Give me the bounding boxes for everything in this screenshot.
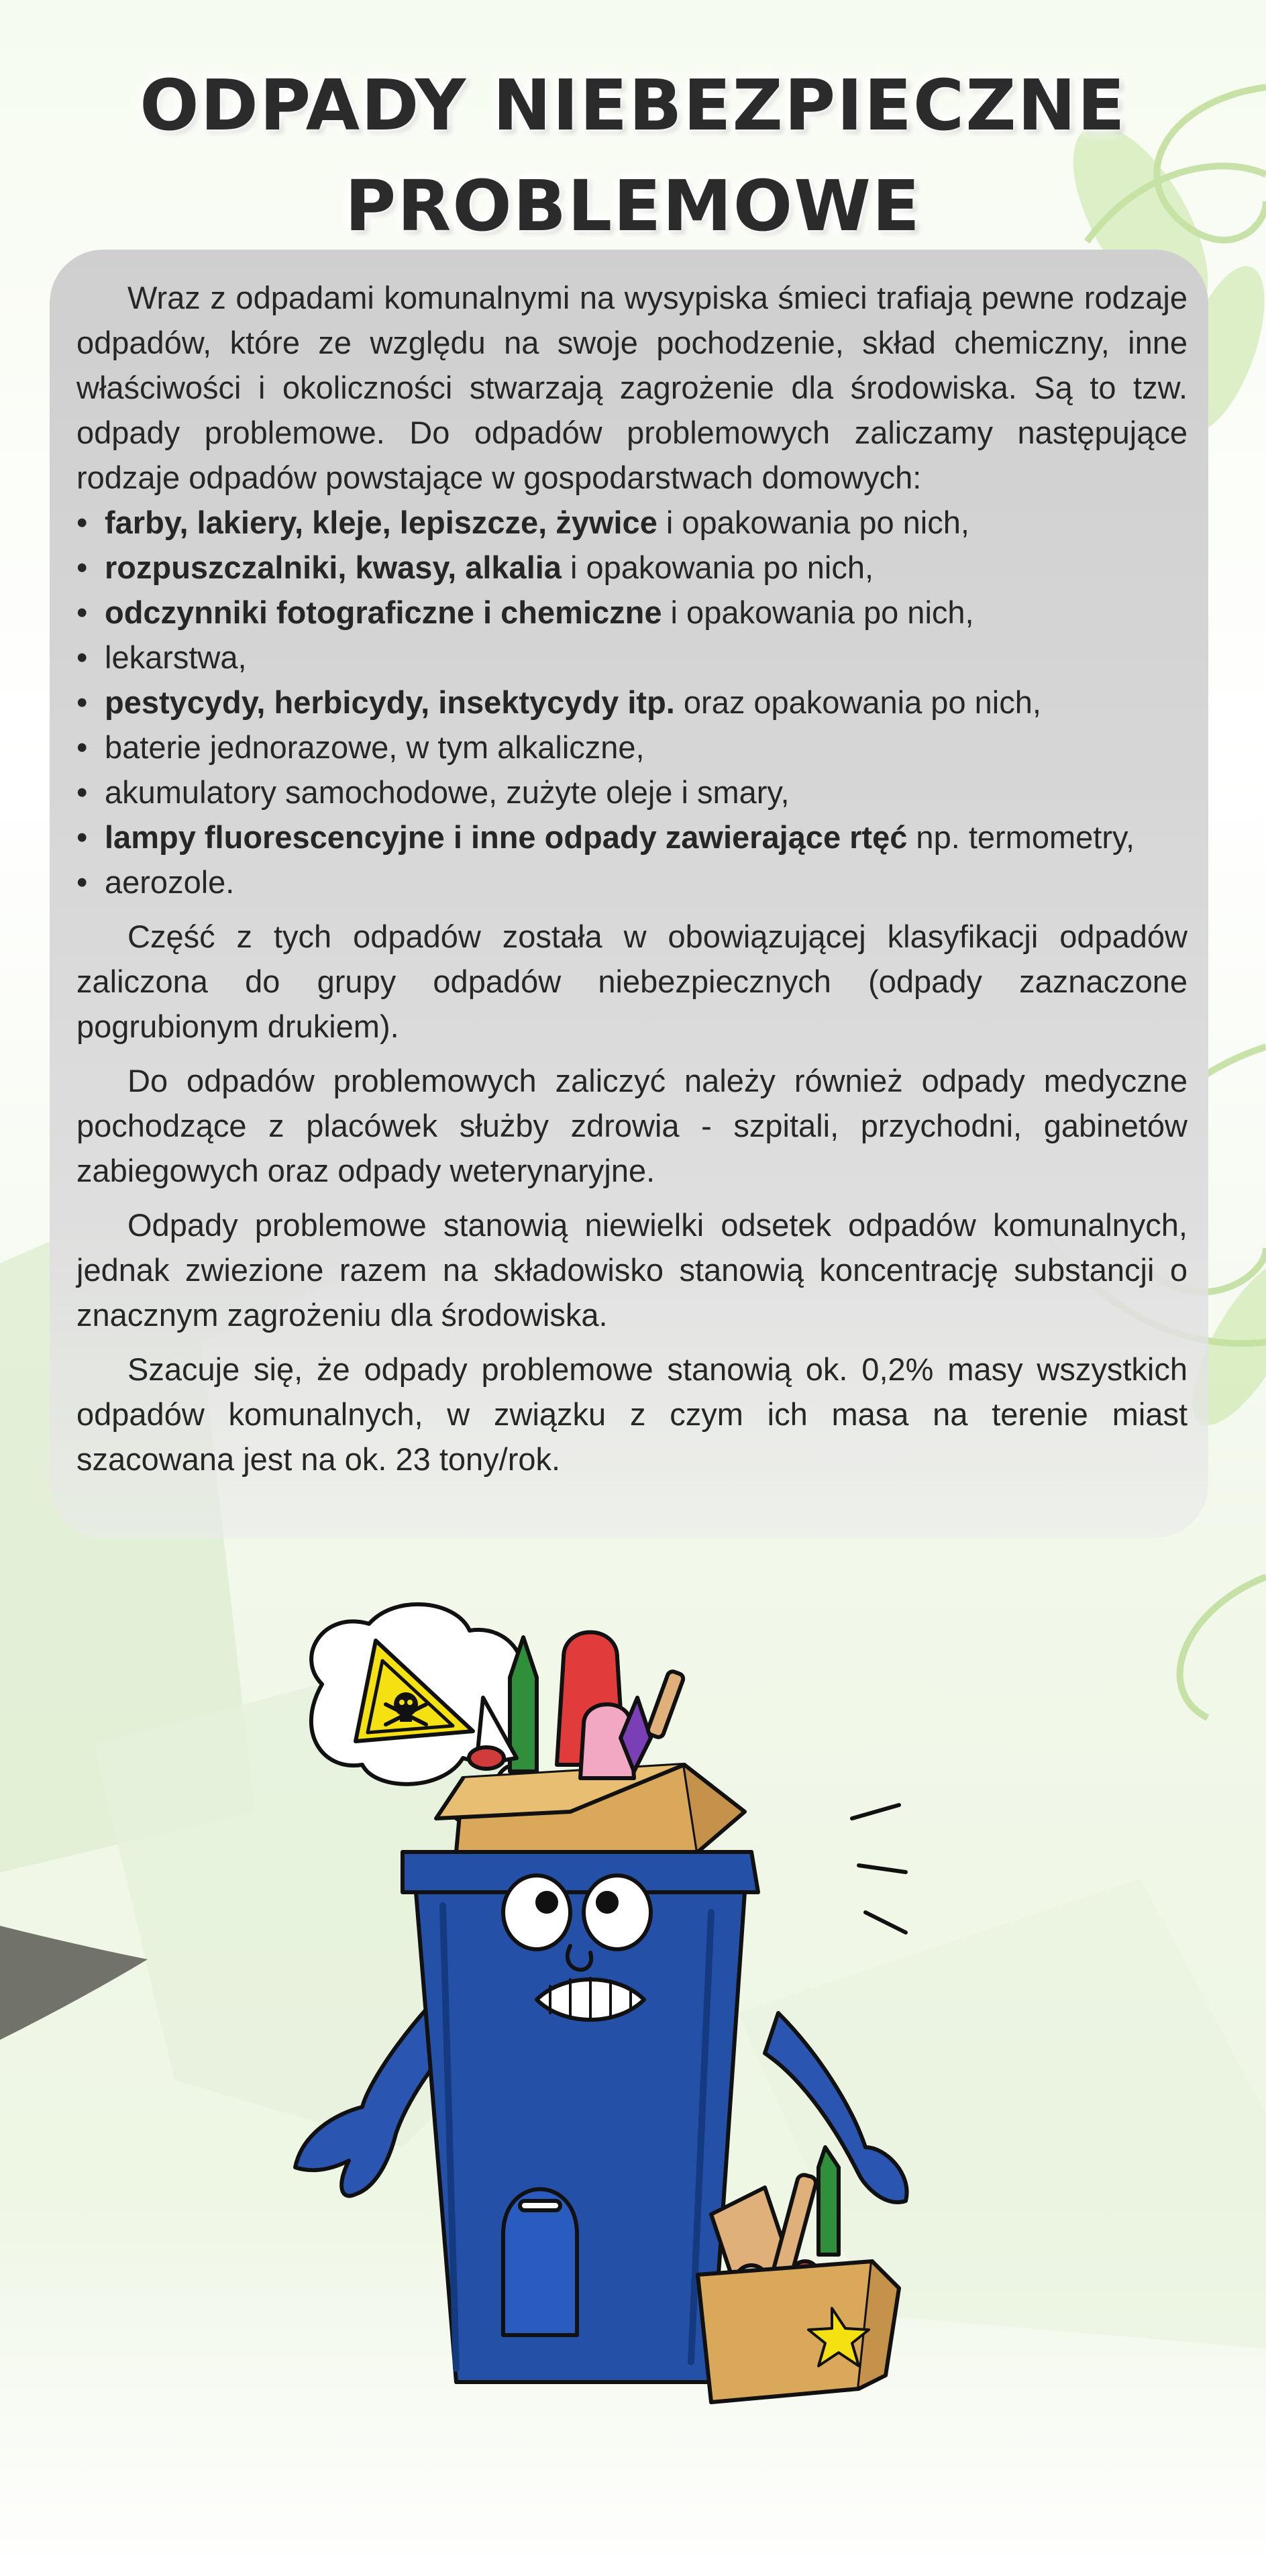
title-line-2: PROBLEMOWE	[345, 165, 921, 247]
list-item: • aerozole.	[76, 860, 1188, 905]
list-item: • akumulatory samochodowe, zużyte oleje i smary,	[76, 770, 1188, 815]
list-item: • farby, lakiery, kleje, lepiszcze, żywice i opakowania po nich,	[76, 500, 1188, 545]
body-paragraph: Odpady problemowe stanowią niewielki odsetek odpadów komunalnych, jednak zwiezione razem na składowisko stanowią koncentrację substancji o znacznym zagrożeniu dla środowiska.	[76, 1207, 1188, 1333]
list-item: • lekarstwa,	[76, 635, 1188, 680]
list-item: • lampy fluorescencyjne i inne odpady zawierające rtęć np. termometry,	[76, 815, 1188, 860]
intro-paragraph: Wraz z odpadami komunalnymi na wysypiska śmieci trafiają pewne rodzaje odpadów, które ze względu na swoje pochodzenie, skład chemiczny, inne właściwości i okoliczności stwarzają zagrożenie dla środowiska. Są to tzw. odpady problemowe. Do odpadów problemowych zaliczamy następujące rodzaje odpadów powstające w gospodarstwach domowych:	[76, 280, 1188, 495]
list-item: • odczynniki fotograficzne i chemiczne i opakowania po nich,	[76, 590, 1188, 635]
body-paragraph: Do odpadów problemowych zaliczyć należy również odpady medyczne pochodzące z placówek służby zdrowia - szpitali, przychodni, gabinetów zabiegowych oraz odpady weterynaryjne.	[76, 1063, 1188, 1188]
scared-waste-bin-illustration	[282, 1597, 1060, 2429]
article-body	[76, 275, 1188, 1491]
list-item: • pestycydy, herbicydy, insektycydy itp. oraz opakowania po nich,	[76, 680, 1188, 725]
title-line-1: ODPADY NIEBEZPIECZNE	[140, 64, 1126, 146]
body-paragraph: Szacuje się, że odpady problemowe stanowią ok. 0,2% masy wszystkich odpadów komunalnych, w związku z czym ich masa na terenie miast szacowana jest na ok. 23 tony/rok.	[76, 1351, 1188, 1477]
waste-list	[76, 500, 1188, 905]
shadow-smudge	[0, 1926, 148, 2040]
list-item: • baterie jednorazowe, w tym alkaliczne,	[76, 725, 1188, 770]
list-item: • rozpuszczalniki, kwasy, alkalia i opakowania po nich,	[76, 545, 1188, 590]
body-paragraph: Część z tych odpadów została w obowiązującej klasyfikacji odpadów zaliczona do grupy odpadów niebezpiecznych (odpady zaznaczone pogrubionym drukiem).	[76, 919, 1188, 1044]
page-title	[0, 55, 1266, 256]
